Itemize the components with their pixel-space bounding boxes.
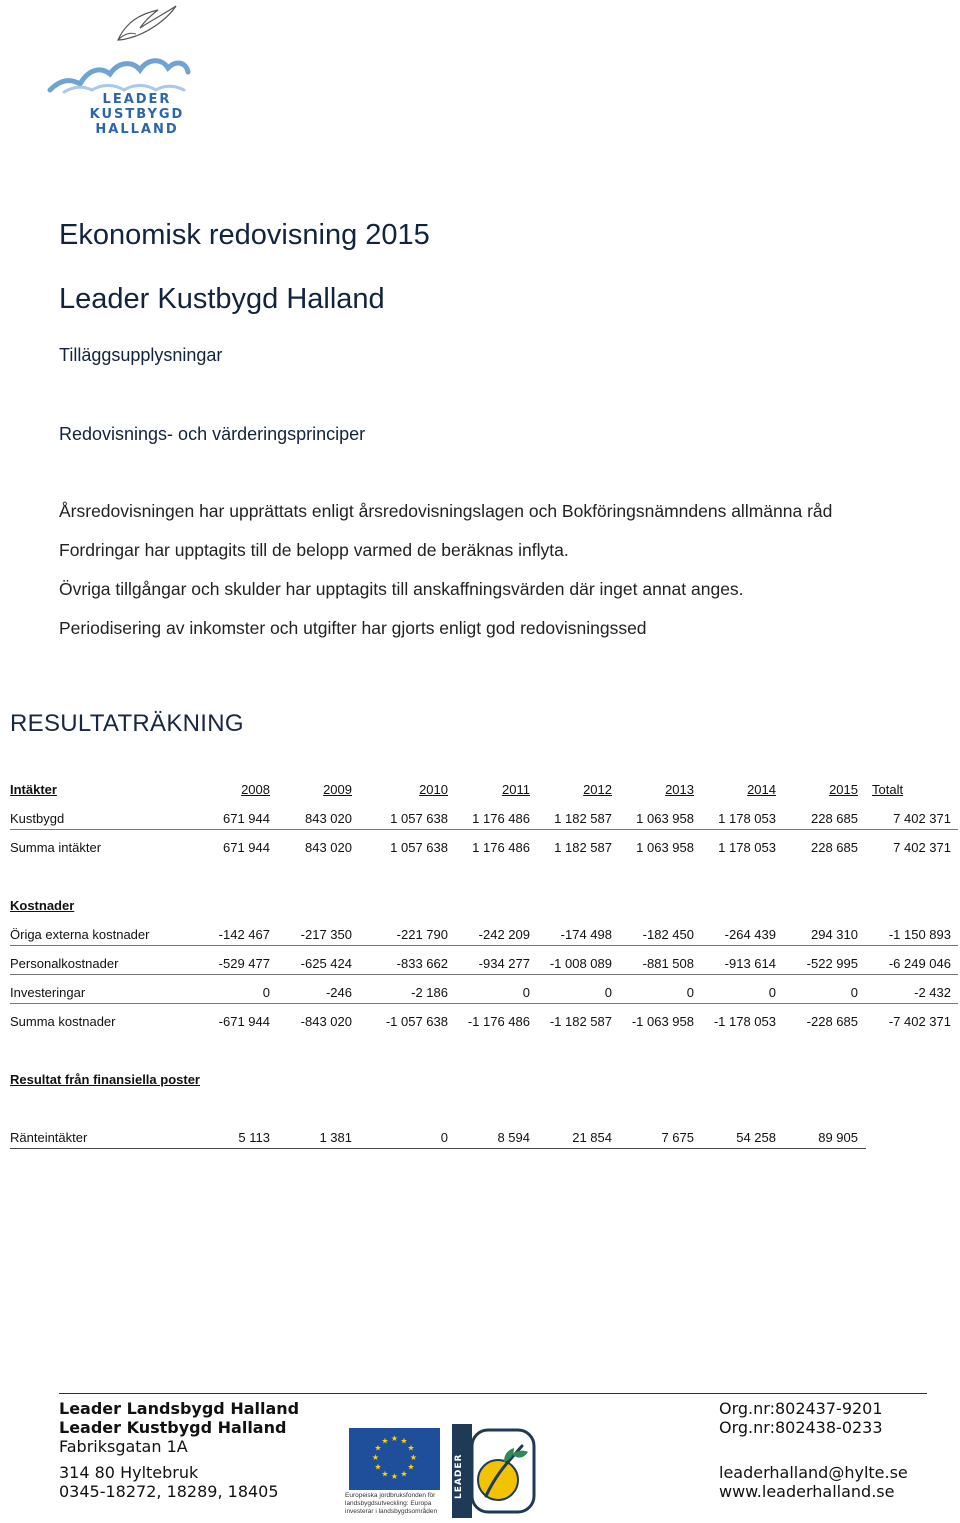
subtitle-supplementary: Tilläggsupplysningar <box>59 345 223 365</box>
cell: 5 113 <box>238 1130 270 1145</box>
cell: -6 249 046 <box>888 956 951 971</box>
logo-line-1: LEADER <box>102 92 172 107</box>
section-title: RESULTATRÄKNING <box>10 710 244 737</box>
header-year: 2014 <box>747 782 776 797</box>
cell: 294 310 <box>811 927 858 942</box>
svg-text:★: ★ <box>371 1453 380 1462</box>
header-year: 2009 <box>323 782 352 797</box>
finance-heading: Resultat från finansiella poster <box>10 1072 200 1087</box>
table-header-row <box>10 782 958 802</box>
svg-text:★: ★ <box>409 1453 418 1462</box>
row-label: Öriga externa kostnader <box>10 927 150 942</box>
header-year: 2008 <box>241 782 270 797</box>
cell: 228 685 <box>811 811 858 826</box>
cell: 1 182 587 <box>554 811 612 826</box>
cell: -2 432 <box>914 985 951 1000</box>
cell: 0 <box>686 985 694 1000</box>
eu-fund-caption: Europeiska jordbruksfonden för landsbygdsutveckling: Europa investerar i landsbygdsområden <box>345 1492 438 1515</box>
svg-text:★: ★ <box>374 1443 382 1453</box>
header-year: 2012 <box>583 782 612 797</box>
cell: -182 450 <box>642 927 694 942</box>
costs-heading: Kostnader <box>10 898 75 913</box>
footer-org-2: Leader Kustbygd Halland <box>59 1418 287 1437</box>
eu-flag-icon <box>349 1428 440 1490</box>
cell: -1 057 638 <box>385 1014 448 1029</box>
logo-line-2: KUSTBYGD <box>89 107 185 122</box>
footer-org-1: Leader Landsbygd Halland <box>59 1399 300 1418</box>
svg-text:★: ★ <box>407 1462 415 1472</box>
row-label: Summa kostnader <box>10 1014 116 1029</box>
cell: -174 498 <box>560 927 612 942</box>
table-row <box>10 840 958 860</box>
cell: 7 675 <box>661 1130 694 1145</box>
organization-title: Leader Kustbygd Halland <box>59 283 385 315</box>
row-divider <box>10 1003 958 1004</box>
cell: -1 176 486 <box>467 1014 530 1029</box>
costs-heading-row <box>10 898 958 918</box>
cell: 671 944 <box>223 811 270 826</box>
cell: 7 402 371 <box>893 840 951 855</box>
cell: -934 277 <box>478 956 530 971</box>
paragraph-line: Periodisering av inkomster och utgifter har gjorts enligt god redovisningssed <box>59 618 647 638</box>
footer-divider <box>59 1393 927 1394</box>
paragraph-line: Övriga tillgångar och skulder har upptagits till anskaffningsvärden där inget annat anges. <box>59 579 744 599</box>
cell: 1 063 958 <box>636 811 694 826</box>
cell: 8 594 <box>497 1130 530 1145</box>
subtitle-principles: Redovisnings- och värderingsprinciper <box>59 424 366 444</box>
cell: -142 467 <box>218 927 270 942</box>
cell: 0 <box>604 985 612 1000</box>
cell: 0 <box>440 1130 448 1145</box>
cell: -246 <box>325 985 352 1000</box>
cell: 843 020 <box>305 840 352 855</box>
footer-orgnr-2: Org.nr:802438-0233 <box>719 1418 883 1437</box>
cell: 228 685 <box>811 840 858 855</box>
header-year: 2015 <box>829 782 858 797</box>
cell: 1 176 486 <box>472 811 530 826</box>
cell: 0 <box>850 985 858 1000</box>
footer-city: 314 80 Hyltebruk <box>59 1463 199 1482</box>
footer-orgnr-1: Org.nr:802437-9201 <box>719 1399 883 1418</box>
cell: 0 <box>262 985 270 1000</box>
cell: -1 063 958 <box>631 1014 694 1029</box>
cell: 21 854 <box>572 1130 612 1145</box>
leader-logo-text: LEADER <box>454 1453 464 1499</box>
row-label: Ränteintäkter <box>10 1130 88 1145</box>
row-label: Personalkostnader <box>10 956 119 971</box>
paragraph-line: Årsredovisningen har upprättats enligt årsredovisningslagen och Bokföringsnämndens allmänna råd <box>59 501 833 521</box>
cell: 54 258 <box>736 1130 776 1145</box>
cell: 1 182 587 <box>554 840 612 855</box>
cell: 0 <box>768 985 776 1000</box>
cell: -242 209 <box>478 927 530 942</box>
svg-text:★: ★ <box>390 1434 399 1443</box>
finance-heading-row <box>10 1072 958 1092</box>
svg-text:★: ★ <box>381 1469 389 1479</box>
row-divider <box>10 945 958 946</box>
cell: -264 439 <box>724 927 776 942</box>
cell: 1 178 053 <box>718 840 776 855</box>
cell: -7 402 371 <box>888 1014 951 1029</box>
cell: 0 <box>522 985 530 1000</box>
table-row <box>10 1014 958 1034</box>
header-year: 2010 <box>419 782 448 797</box>
logo-line-3: HALLAND <box>95 122 179 137</box>
cell: 1 057 638 <box>390 811 448 826</box>
table-row <box>10 927 958 947</box>
cell: -217 350 <box>300 927 352 942</box>
leader-eu-logo <box>452 1424 540 1518</box>
row-divider <box>10 829 958 830</box>
cell: 1 381 <box>319 1130 352 1145</box>
paragraph-line: Fordringar har upptagits till de belopp varmed de beräknas inflyta. <box>59 540 569 560</box>
cell: 1 178 053 <box>718 811 776 826</box>
cell: -671 944 <box>218 1014 270 1029</box>
cell: -833 662 <box>396 956 448 971</box>
cell: 89 905 <box>818 1130 858 1145</box>
svg-text:★: ★ <box>400 1469 408 1479</box>
table-row <box>10 811 958 831</box>
cell: -2 186 <box>411 985 448 1000</box>
footer-phone: 0345-18272, 18289, 18405 <box>59 1482 279 1501</box>
document-title: Ekonomisk redovisning 2015 <box>59 219 430 251</box>
cell: 671 944 <box>223 840 270 855</box>
svg-text:★: ★ <box>400 1436 408 1446</box>
seagull-waves-icon <box>40 0 200 95</box>
cell: -522 995 <box>806 956 858 971</box>
cell: 1 176 486 <box>472 840 530 855</box>
row-divider <box>10 1148 866 1149</box>
cell: -881 508 <box>642 956 694 971</box>
header-year: 2011 <box>502 782 530 797</box>
cell: -1 178 053 <box>713 1014 776 1029</box>
cell: -843 020 <box>300 1014 352 1029</box>
footer-street: Fabriksgatan 1A <box>59 1437 188 1456</box>
principles-paragraph <box>59 492 832 648</box>
cell: 843 020 <box>305 811 352 826</box>
row-label: Summa intäkter <box>10 840 102 855</box>
svg-text:★: ★ <box>407 1443 415 1453</box>
table-row <box>10 985 958 1005</box>
svg-text:★: ★ <box>374 1462 382 1472</box>
cell: -529 477 <box>218 956 270 971</box>
cell: 1 057 638 <box>390 840 448 855</box>
header-label: Intäkter <box>10 782 57 797</box>
cell: -228 685 <box>806 1014 858 1029</box>
cell: 1 063 958 <box>636 840 694 855</box>
svg-text:★: ★ <box>381 1436 389 1446</box>
leader-kustbygd-logo <box>40 0 200 140</box>
footer-email[interactable]: leaderhalland@hylte.se <box>719 1463 908 1482</box>
cell: -1 008 089 <box>549 956 612 971</box>
cell: -913 614 <box>724 956 776 971</box>
table-row <box>10 1130 958 1150</box>
cell: 7 402 371 <box>893 811 951 826</box>
cell: -221 790 <box>396 927 448 942</box>
cell: -625 424 <box>300 956 352 971</box>
cell: -1 182 587 <box>549 1014 612 1029</box>
header-total: Totalt <box>872 782 904 797</box>
footer-website[interactable]: www.leaderhalland.se <box>719 1482 895 1501</box>
cell: -1 150 893 <box>888 927 951 942</box>
row-divider <box>10 974 958 975</box>
svg-text:★: ★ <box>390 1472 399 1481</box>
table-row <box>10 956 958 976</box>
row-label: Kustbygd <box>10 811 65 826</box>
row-label: Investeringar <box>10 985 86 1000</box>
header-year: 2013 <box>665 782 694 797</box>
